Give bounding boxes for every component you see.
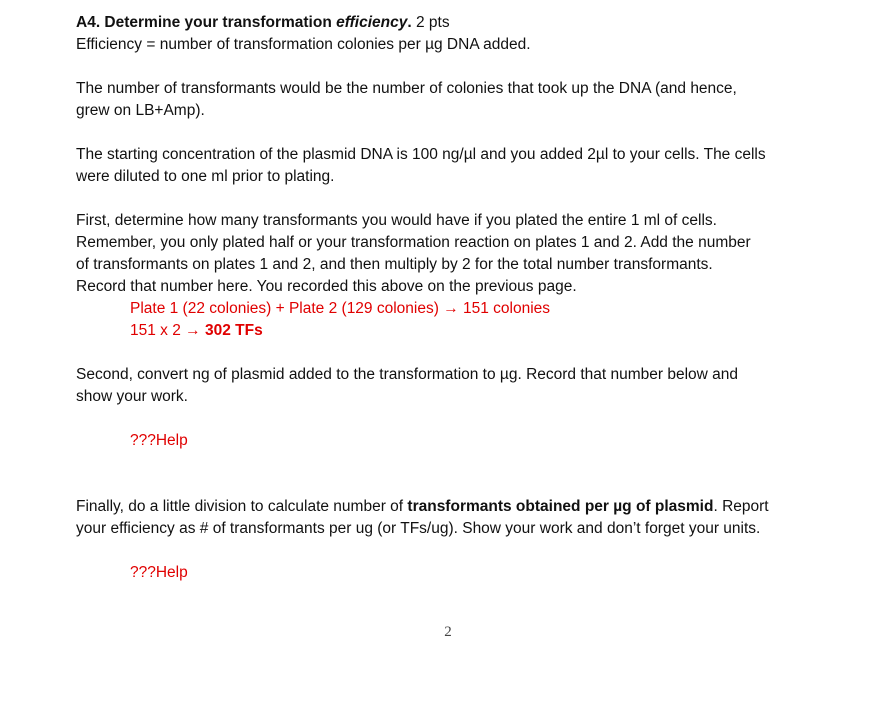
first-step-line-3: of transformants on plates 1 and 2, and then multiply by 2 for the total number transformants.	[76, 256, 713, 273]
heading-period: .	[407, 14, 412, 31]
answer-total-bold: 302 TFs	[204, 322, 263, 339]
final-step-line-2: your efficiency as # of transformants per ug (or TFs/ug). Show your work and don’t forget your units.	[76, 520, 761, 537]
final-line-suffix: . Report	[713, 498, 769, 515]
heading-emphasis: efficiency	[336, 14, 408, 31]
concentration-line-2: were diluted to one ml prior to plating.	[76, 168, 335, 185]
concentration-line-1: The starting concentration of the plasmid DNA is 100 ng/µl and you added 2µl to your cells. The cells	[76, 146, 766, 163]
final-step-line-1	[76, 496, 876, 518]
second-step-line-1: Second, convert ng of plasmid added to the transformation to µg. Record that number below and	[76, 366, 739, 383]
section-heading	[76, 12, 876, 34]
second-step-line-2: show your work.	[76, 388, 188, 405]
transformants-line-1: The number of transformants would be the number of colonies that took up the DNA (and hence,	[76, 80, 737, 97]
heading-label: A4. Determine your transformation	[76, 14, 332, 31]
answer-total-prefix: 151 x 2 →	[130, 322, 205, 339]
heading-points: 2 pts	[415, 14, 450, 31]
first-step-line-1: First, determine how many transformants you would have if you plated the entire 1 ml of cells.	[76, 212, 717, 229]
transformants-line-2: grew on LB+Amp).	[76, 102, 205, 119]
document-page	[76, 12, 876, 584]
efficiency-definition: Efficiency = number of transformation colonies per µg DNA added.	[76, 36, 531, 53]
first-step-line-4: Record that number here. You recorded this above on the previous page.	[76, 278, 577, 295]
final-line-prefix: Finally, do a little division to calculate number of	[76, 498, 408, 515]
answer-second-help: ???Help	[130, 432, 188, 449]
answer-plate-sum: Plate 1 (22 colonies) + Plate 2 (129 colonies) → 151 colonies	[130, 300, 551, 317]
final-line-bold: transformants obtained per µg of plasmid	[407, 498, 714, 515]
page-number: 2	[444, 624, 452, 640]
answer-final-help: ???Help	[130, 564, 188, 581]
first-step-line-2: Remember, you only plated half or your transformation reaction on plates 1 and 2. Add the number	[76, 234, 751, 251]
answer-total-tfs	[76, 320, 876, 342]
